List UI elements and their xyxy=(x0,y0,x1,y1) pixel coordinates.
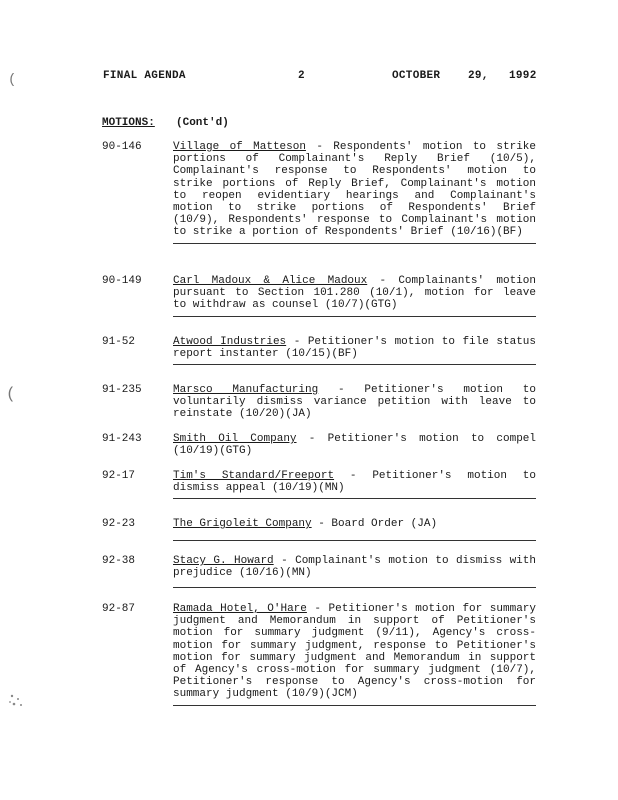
entry-description xyxy=(173,470,536,494)
entry-description xyxy=(173,518,536,530)
docket-number: 92-23 xyxy=(102,518,136,530)
entry-description xyxy=(173,433,536,457)
entry-description xyxy=(173,275,536,312)
entry-text: - Board Order (JA) xyxy=(311,518,438,530)
agenda-entry xyxy=(102,555,536,588)
docket-number: 92-87 xyxy=(102,603,136,615)
entry-text: - Petitioner's motion for summary judgment and Memorandum in support of Petitioner's motion for summary judgment (9/11), Agency's cross-motion for summary judgment, response to Petitioner's motion for summary judgment and Memorandum in support of Agency's cross-motion for summary judgment (10/7), Petitioner's response to Agency's cross-motion for summary judgment (10/9)(JCM) xyxy=(173,603,536,701)
scan-speckle xyxy=(6,690,28,712)
scan-mark: ( xyxy=(8,72,17,88)
agenda-entry xyxy=(102,470,536,499)
signature-line xyxy=(173,316,536,317)
entry-description xyxy=(173,336,536,360)
docket-number: 92-38 xyxy=(102,555,136,567)
docket-number: 91-235 xyxy=(102,384,142,396)
entry-text: - Petitioner's motion to dismiss appeal (10/19)(MN) xyxy=(173,470,537,495)
entry-description xyxy=(173,603,536,701)
docket-number: 90-146 xyxy=(102,141,142,153)
entry-text: - Complainants' motion pursuant to Section 101.280 (10/1), motion for leave to withdraw as counsel (10/7)(GTG) xyxy=(173,275,536,312)
case-name: The Grigoleit Company xyxy=(173,518,312,530)
entry-text: - Complainant's motion to dismiss with prejudice (10/16)(MN) xyxy=(173,555,536,580)
entry-description xyxy=(173,384,536,421)
docket-number: 91-243 xyxy=(102,433,142,445)
docket-number: 91-52 xyxy=(102,336,136,348)
agenda-entry xyxy=(102,336,536,365)
header-date-year: 1992 xyxy=(509,70,537,82)
header-date-day: 29, xyxy=(468,70,489,82)
agenda-entry xyxy=(102,518,536,541)
case-name: Village of Matteson xyxy=(173,141,306,153)
agenda-entry xyxy=(102,275,536,317)
signature-line xyxy=(173,364,536,365)
header-date-month: OCTOBER xyxy=(392,70,441,82)
case-name: Atwood Industries xyxy=(173,336,287,348)
agenda-entry xyxy=(102,141,536,244)
entry-description xyxy=(173,555,536,579)
case-name: Carl Madoux & Alice Madoux xyxy=(173,275,368,287)
agenda-entry xyxy=(102,384,536,421)
signature-line xyxy=(173,587,536,588)
entry-text: - Respondents' motion to strike portions of Complainant's Reply Brief (10/5), Complainant's response to Respondents' motion to strike portions of Reply Brief, Complainant's motion to reopen evidentiary hearings and Complainant's motion to strike portions of Respondents' Brief (10/9), Respondents' response to Complainant's motion to strike a portion of Respondents' Brief (10/16)(BF) xyxy=(173,141,537,239)
case-name: Stacy G. Howard xyxy=(173,555,274,567)
signature-line xyxy=(173,243,536,244)
case-name: Marsco Manufacturing xyxy=(173,384,319,396)
docket-number: 92-17 xyxy=(102,470,136,482)
header-title: FINAL AGENDA xyxy=(103,70,186,82)
docket-number: 90-149 xyxy=(102,275,142,287)
case-name: Smith Oil Company xyxy=(173,433,297,445)
case-name: Ramada Hotel, O'Hare xyxy=(173,603,307,615)
section-continued: (Cont'd) xyxy=(176,117,229,129)
entry-text: - Petitioner's motion to file status report instanter (10/15)(BF) xyxy=(173,336,536,361)
agenda-entry xyxy=(102,603,536,706)
entry-text: - Petitioner's motion to compel (10/19)(GTG) xyxy=(173,433,537,458)
scan-mark: ( xyxy=(6,385,16,403)
section-label: MOTIONS: xyxy=(102,117,155,129)
entry-text: - Petitioner's motion to voluntarily dismiss variance petition with leave to reinstate (10/20)(JA) xyxy=(173,384,536,421)
signature-line xyxy=(173,705,536,706)
page-number: 2 xyxy=(298,70,305,82)
case-name: Tim's Standard/Freeport xyxy=(173,470,335,482)
entry-description xyxy=(173,141,536,239)
signature-line xyxy=(173,498,536,499)
signature-line xyxy=(173,540,536,541)
agenda-entry xyxy=(102,433,536,457)
